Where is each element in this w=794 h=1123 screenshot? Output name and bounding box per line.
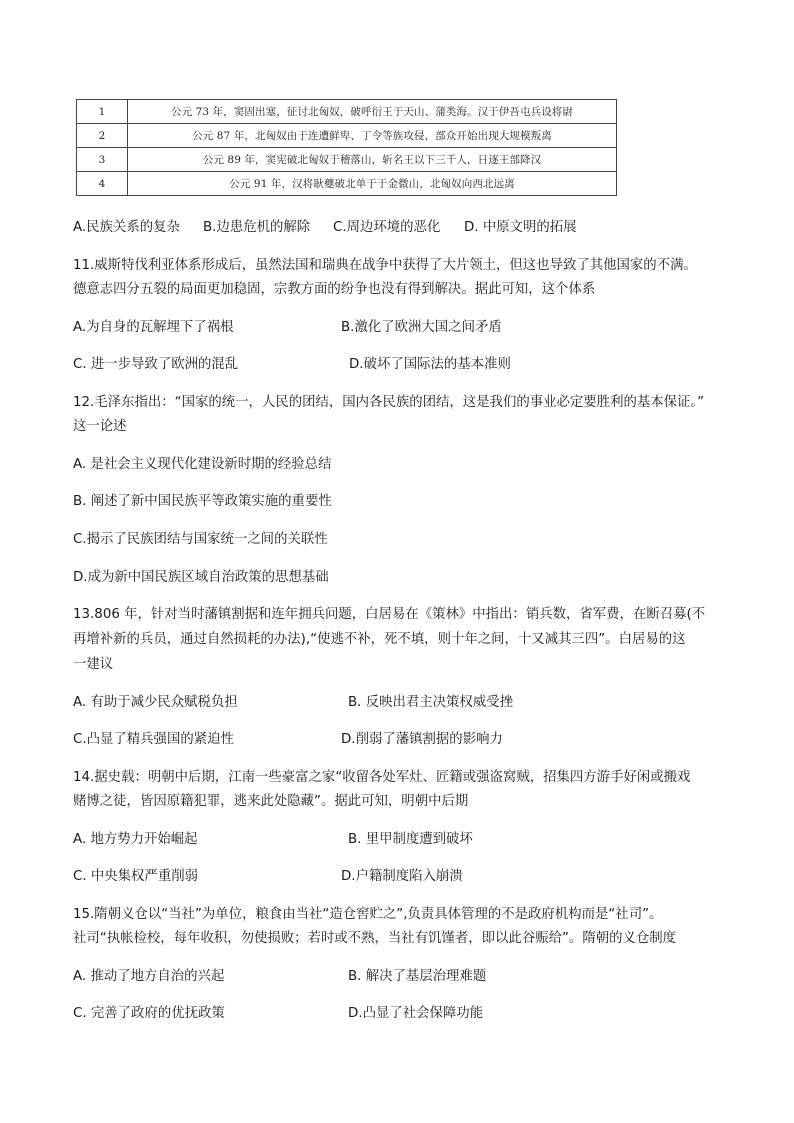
row-text: 公元 87 年，北匈奴由于连遭鲜卑、丁令等族攻侵，部众开始出现大规模叛离	[128, 124, 617, 148]
q13-stem-line1: 13.806 年，针对当时藩镇割据和连年拥兵问题，白居易在《策林》中指出：销兵数，省军费，在断召募(不	[73, 607, 706, 622]
q11-option-c: C. 进一步导致了欧洲的混乱	[73, 357, 239, 372]
q13-option-d: D.削弱了藩镇割据的影响力	[341, 732, 503, 747]
q10-option-a: A.民族关系的复杂	[73, 220, 180, 235]
q13-option-a: A. 有助于减少民众赋税负担	[73, 695, 238, 710]
q15-stem-line2: 社司“执帐检校，每年收积，勿使损败；若时或不熟，当社有饥馑者，即以此谷赈给”。隋朝的义仓制度	[73, 931, 677, 946]
table-row	[77, 100, 617, 124]
q13-option-c: C.凸显了精兵强国的紧迫性	[73, 732, 234, 747]
q14-stem-line2: 赌博之徒，皆因原籍犯罪，逃来此处隐藏”。据此可知，明朝中后期	[73, 794, 469, 809]
q15-option-b: B. 解决了基层治理难题	[348, 969, 487, 984]
q12-option-d: D.成为新中国民族区域自治政策的思想基础	[73, 570, 329, 585]
q12-option-c: C.揭示了民族团结与国家统一之间的关联性	[73, 532, 328, 547]
q13-stem-line2: 再增补新的兵员，通过自然损耗的办法),“使逃不补，死不填，则十年之间，十又减其三四”。白居易的这	[73, 632, 686, 647]
row-text: 公元 89 年，窦宪破北匈奴于稽落山，斩名王以下三千人，日逐王部降汉	[128, 148, 617, 172]
row-text: 公元 91 年，汉将耿夔破北单于于金微山，北匈奴向西北远离	[128, 172, 617, 196]
q12-stem-line2: 这一论述	[73, 419, 127, 434]
q10-option-b: B.边患危机的解除	[203, 220, 311, 235]
table-row	[77, 124, 617, 148]
row-index: 2	[77, 124, 128, 148]
q12-option-a: A. 是社会主义现代化建设新时期的经验总结	[73, 457, 332, 472]
q14-stem-line1: 14.据史载：明朝中后期，江南一些豪富之家“收留各处军灶、匠籍或强盗窝贼，招集四方游手好闲或搬戏	[73, 770, 691, 785]
q11-option-d: D.破坏了国际法的基本准则	[349, 357, 511, 372]
q11-option-b: B.激化了欧洲大国之间矛盾	[341, 320, 502, 335]
row-index: 4	[77, 172, 128, 196]
q14-option-b: B. 里甲制度遭到破坏	[348, 832, 473, 847]
row-index: 3	[77, 148, 128, 172]
events-table	[76, 99, 617, 196]
q14-option-a: A. 地方势力开始崛起	[73, 832, 198, 847]
q11-stem-line2: 德意志四分五裂的局面更加稳固，宗教方面的纷争也没有得到解决。据此可知，这个体系	[73, 282, 596, 297]
q15-option-d: D.凸显了社会保障功能	[348, 1006, 484, 1021]
q15-option-c: C. 完善了政府的优抚政策	[73, 1006, 225, 1021]
row-index: 1	[77, 100, 128, 124]
q11-option-a: A.为自身的瓦解埋下了祸根	[73, 320, 234, 335]
q10-option-d: D. 中原文明的拓展	[464, 220, 577, 235]
q14-option-d: D.户籍制度陷入崩溃	[341, 869, 463, 884]
row-text: 公元 73 年，窦固出塞，征讨北匈奴，破呼衍王于天山、蒲类海。汉于伊吾屯兵设将尉	[128, 100, 617, 124]
table-row	[77, 172, 617, 196]
table-row	[77, 148, 617, 172]
q10-option-c: C.周边环境的恶化	[333, 220, 441, 235]
q15-stem-line1: 15.隋朝义仓以“当社”为单位，粮食由当社“造仓窖贮之”,负责具体管理的不是政府机构而是“社司”。	[73, 907, 663, 922]
q15-option-a: A. 推动了地方自治的兴起	[73, 969, 225, 984]
q13-option-b: B. 反映出君主决策权威受挫	[348, 695, 513, 710]
q13-stem-line3: 一建议	[73, 657, 114, 672]
q14-option-c: C. 中央集权严重削弱	[73, 869, 198, 884]
q12-stem-line1: 12.毛泽东指出：“国家的统一，人民的团结，国内各民族的团结，这是我们的事业必定要胜利的基本保证。”	[73, 395, 705, 410]
q12-option-b: B. 阐述了新中国民族平等政策实施的重要性	[73, 494, 332, 509]
q11-stem-line1: 11.威斯特伐利亚体系形成后，虽然法国和瑞典在战争中获得了大片领土，但这也导致了其他国家的不满。	[73, 258, 697, 273]
